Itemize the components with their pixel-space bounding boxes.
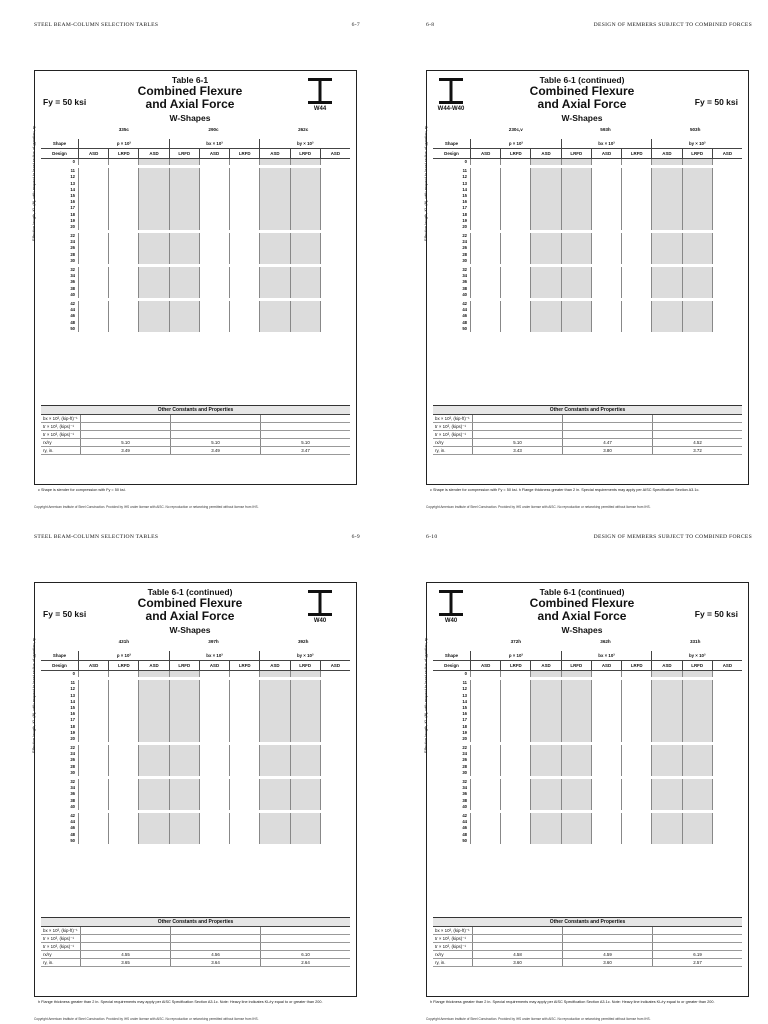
table-row: 42: [433, 813, 742, 819]
table-row: 48: [41, 832, 350, 838]
table-row: 17: [433, 205, 742, 211]
table-row: 26: [433, 757, 742, 763]
table-row: 38: [433, 286, 742, 292]
table-row: 20: [41, 224, 350, 230]
other-constants: Other Constants and Properties bx × 10³, (kip-ft)⁻¹ tr × 10³, (kips)⁻¹ tr × 10³, (kips)⁻¹ rx/ry 5.10 4.47 4.52 ry, in. 3.43 3.80 3.72: [433, 405, 742, 455]
design-col-label: Design: [52, 663, 67, 668]
fy-label: Fy = 50 ksi: [694, 609, 738, 619]
table-row: 50: [41, 838, 350, 844]
table-row: 40: [433, 804, 742, 810]
table-page: [6, 532, 370, 1024]
footnote: h Flange thickness greater than 2 in. Special requirements may apply per AISC Specification Section A3.1c. Note: Heavy line indicates KL/ry equal to or greater than 200.: [430, 1000, 715, 1004]
shape-col-label: Shape: [444, 141, 459, 146]
table-row: 46: [433, 825, 742, 831]
shape-col-label: Shape: [444, 653, 459, 658]
table-row: 44: [433, 819, 742, 825]
table-row: 17: [433, 717, 742, 723]
table-row: 48: [433, 320, 742, 326]
axis-label: Effective length, KL (ft), with respect to least radius of gyration, ry: [423, 125, 428, 241]
size-header: 431h 397h 392h: [118, 639, 309, 644]
w-shape-icon: W44-W40: [435, 77, 467, 112]
table-row: 36: [41, 791, 350, 797]
table-row: 0: [433, 159, 742, 165]
table-row: 15: [41, 193, 350, 199]
table-row: 28: [41, 764, 350, 770]
table-row: 34: [433, 273, 742, 279]
table-title: Table 6-1 Combined Flexure and Axial Force W-Shapes: [137, 75, 243, 123]
table-row: 48: [41, 320, 350, 326]
table-frame: [423, 70, 749, 485]
table-row: 0: [433, 671, 742, 677]
running-head: DESIGN OF MEMBERS SUBJECT TO COMBINED FORCES 6-8: [426, 22, 752, 28]
table-row: 15: [433, 193, 742, 199]
table-row: 18: [41, 212, 350, 218]
axis-label: Effective length, KL (ft), with respect to least radius of gyration, ry: [31, 637, 36, 753]
table-row: 48: [433, 832, 742, 838]
table-frame: [31, 70, 357, 485]
data-grid: Shape p × 10³ bx × 10³ by × 10³ Design ASD LRFD ASD LRFD ASD LRFD ASD LRFD ASD 0 11 12 13 14 15 16 17 18 19 20 22 24 26 28 30 32 34 36 38 40 42 44 46 48 50: [433, 651, 742, 844]
shape-col-label: Shape: [52, 141, 67, 146]
table-row: 20: [433, 224, 742, 230]
running-head: STEEL BEAM-COLUMN SELECTION TABLES 6-7: [34, 22, 360, 28]
table-row: 24: [41, 751, 350, 757]
table-row: 40: [41, 292, 350, 298]
axis-label: Effective length, KL (ft), with respect to least radius of gyration, ry: [423, 637, 428, 753]
table-row: 22: [41, 233, 350, 239]
table-row: 26: [433, 245, 742, 251]
table-row: 14: [41, 699, 350, 705]
table-row: 50: [433, 326, 742, 332]
page-number: 6-10: [426, 534, 438, 540]
table-row: 24: [433, 751, 742, 757]
table-row: 30: [433, 770, 742, 776]
table-row: 22: [433, 233, 742, 239]
page-number: 6-7: [351, 22, 360, 28]
fy-label: Fy = 50 ksi: [43, 609, 87, 619]
table-row: 42: [41, 813, 350, 819]
axis-label: Effective length, KL (ft), with respect to least radius of gyration, ry: [31, 125, 36, 241]
table-row: 11: [41, 168, 350, 174]
data-grid: Shape p × 10³ bx × 10³ by × 10³ Design ASD LRFD ASD LRFD ASD LRFD ASD LRFD ASD 0 11 12 13 14 15 16 17 18 19 20 22 24 26 28 30 32 34 36 38 40 42 44 46 48 50: [41, 651, 350, 844]
w-shape-icon: W40: [435, 589, 467, 624]
table-row: 26: [41, 245, 350, 251]
table-row: 12: [433, 174, 742, 180]
table-row: 38: [41, 798, 350, 804]
table-row: 50: [41, 326, 350, 332]
table-row: 15: [41, 705, 350, 711]
table-row: 16: [433, 711, 742, 717]
running-head: DESIGN OF MEMBERS SUBJECT TO COMBINED FORCES 6-10: [426, 534, 752, 540]
footnote: c Shape is slender for compression with Fy = 50 ksi.: [38, 488, 126, 492]
table-row: 32: [41, 779, 350, 785]
table-row: 20: [41, 736, 350, 742]
table-row: 15: [433, 705, 742, 711]
table-row: 32: [41, 267, 350, 273]
table-row: 17: [41, 205, 350, 211]
table-page: [398, 20, 762, 512]
table-row: 34: [433, 785, 742, 791]
other-constants: Other Constants and Properties bx × 10³, (kip-ft)⁻¹ tr × 10³, (kips)⁻¹ tr × 10³, (kips)⁻¹ rx/ry 4.58 4.59 6.19 ry, in. 3.60 3.60 2.57: [433, 917, 742, 967]
table-page: [6, 20, 370, 512]
table-row: 46: [41, 313, 350, 319]
copyright: Copyright American Institute of Steel Construction. Provided by IHS under license with AISC. No reproduction or networking permitted without license from IHS.: [426, 505, 651, 509]
table-row: 28: [433, 764, 742, 770]
table-row: 13: [41, 181, 350, 187]
table-frame: [423, 582, 749, 997]
copyright: Copyright American Institute of Steel Construction. Provided by IHS under license with AISC. No reproduction or networking permitted without license from IHS.: [426, 1017, 651, 1021]
table-row: 16: [41, 711, 350, 717]
copyright: Copyright American Institute of Steel Construction. Provided by IHS under license with AISC. No reproduction or networking permitted without license from IHS.: [34, 1017, 259, 1021]
size-header: 335c 290c 262c: [118, 127, 309, 132]
table-row: 14: [433, 187, 742, 193]
table-row: 40: [433, 292, 742, 298]
table-row: 16: [41, 199, 350, 205]
page-number: 6-8: [426, 22, 435, 28]
w-shape-icon: W40: [304, 589, 336, 624]
table-row: 32: [433, 267, 742, 273]
table-row: 40: [41, 804, 350, 810]
table-row: 38: [41, 286, 350, 292]
data-grid: Shape p × 10³ bx × 10³ by × 10³ Design ASD LRFD ASD LRFD ASD LRFD ASD LRFD ASD 0 11 12 13 14 15 16 17 18 19 20 22 24 26 28 30 32 34 36 38 40 42 44 46 48 50: [41, 139, 350, 332]
table-row: 34: [41, 785, 350, 791]
table-row: 32: [433, 779, 742, 785]
table-title: Table 6-1 (continued) Combined Flexure and Axial Force W-Shapes: [529, 587, 635, 635]
table-row: 13: [433, 693, 742, 699]
table-row: 22: [433, 745, 742, 751]
w-shape-icon: W44: [304, 77, 336, 112]
table-row: 11: [41, 680, 350, 686]
running-head: STEEL BEAM-COLUMN SELECTION TABLES 6-9: [34, 534, 360, 540]
size-header: 372h 362h 331h: [510, 639, 701, 644]
table-row: 28: [41, 252, 350, 258]
table-row: 44: [41, 819, 350, 825]
table-row: 50: [433, 838, 742, 844]
table-row: 19: [433, 730, 742, 736]
table-row: 20: [433, 736, 742, 742]
table-row: 24: [433, 239, 742, 245]
table-row: 0: [41, 671, 350, 677]
table-row: 12: [41, 686, 350, 692]
footnote: h Flange thickness greater than 2 in. Special requirements may apply per AISC Specification Section A3.1c. Note: Heavy line indicates KL/ry equal to or greater than 200.: [38, 1000, 323, 1004]
shape-col-label: Shape: [52, 653, 67, 658]
table-row: 14: [433, 699, 742, 705]
table-row: 11: [433, 680, 742, 686]
page-number: 6-9: [351, 534, 360, 540]
table-row: 13: [433, 181, 742, 187]
table-row: 18: [433, 212, 742, 218]
table-row: 44: [41, 307, 350, 313]
table-row: 34: [41, 273, 350, 279]
table-row: 11: [433, 168, 742, 174]
design-col-label: Design: [52, 151, 67, 156]
table-row: 44: [433, 307, 742, 313]
table-page: [398, 532, 762, 1024]
table-row: 30: [433, 258, 742, 264]
table-row: 0: [41, 159, 350, 165]
table-title: Table 6-1 (continued) Combined Flexure and Axial Force W-Shapes: [137, 587, 243, 635]
table-row: 42: [433, 301, 742, 307]
table-row: 38: [433, 798, 742, 804]
table-row: 42: [41, 301, 350, 307]
table-row: 19: [41, 218, 350, 224]
table-row: 36: [41, 279, 350, 285]
table-row: 13: [41, 693, 350, 699]
table-row: 46: [41, 825, 350, 831]
other-constants-bar: Other Constants and Properties: [433, 918, 742, 927]
design-col-label: Design: [444, 151, 459, 156]
other-constants-bar: Other Constants and Properties: [41, 918, 350, 927]
design-col-label: Design: [444, 663, 459, 668]
table-row: 18: [433, 724, 742, 730]
copyright: Copyright American Institute of Steel Construction. Provided by IHS under license with AISC. No reproduction or networking permitted without license from IHS.: [34, 505, 259, 509]
other-constants-bar: Other Constants and Properties: [433, 406, 742, 415]
table-row: 36: [433, 791, 742, 797]
table-row: 16: [433, 199, 742, 205]
other-constants-bar: Other Constants and Properties: [41, 406, 350, 415]
table-row: 36: [433, 279, 742, 285]
table-row: 22: [41, 745, 350, 751]
size-header: 230c,v 593h 503h: [508, 127, 701, 132]
footnote: c Shape is slender for compression with Fy = 50 ksi. h Flange thickness greater than 2 in. Special requirements may apply per AISC Specification Section A3.1c.: [430, 488, 700, 492]
table-row: 26: [41, 757, 350, 763]
table-row: 17: [41, 717, 350, 723]
table-row: 18: [41, 724, 350, 730]
table-row: 28: [433, 252, 742, 258]
table-title: Table 6-1 (continued) Combined Flexure and Axial Force W-Shapes: [529, 75, 635, 123]
table-row: 30: [41, 770, 350, 776]
table-row: 19: [433, 218, 742, 224]
table-row: 24: [41, 239, 350, 245]
table-row: 46: [433, 313, 742, 319]
table-row: 30: [41, 258, 350, 264]
fy-label: Fy = 50 ksi: [43, 97, 87, 107]
table-frame: [31, 582, 357, 997]
other-constants: Other Constants and Properties bx × 10³, (kip-ft)⁻¹ tr × 10³, (kips)⁻¹ tr × 10³, (kips)⁻¹ rx/ry 5.10 5.10 5.10 ry, in. 3.49 3.49 3.47: [41, 405, 350, 455]
table-row: 12: [41, 174, 350, 180]
table-row: 14: [41, 187, 350, 193]
fy-label: Fy = 50 ksi: [694, 97, 738, 107]
data-grid: Shape p × 10³ bx × 10³ by × 10³ Design ASD LRFD ASD LRFD ASD LRFD ASD LRFD ASD 0 11 12 13 14 15 16 17 18 19 20 22 24 26 28 30 32 34 36 38 40 42 44 46 48 50: [433, 139, 742, 332]
table-row: 19: [41, 730, 350, 736]
other-constants: Other Constants and Properties bx × 10³, (kip-ft)⁻¹ tr × 10³, (kips)⁻¹ tr × 10³, (kips)⁻¹ rx/ry 4.55 4.56 6.10 ry, in. 3.65 3.64 2.64: [41, 917, 350, 967]
table-row: 12: [433, 686, 742, 692]
